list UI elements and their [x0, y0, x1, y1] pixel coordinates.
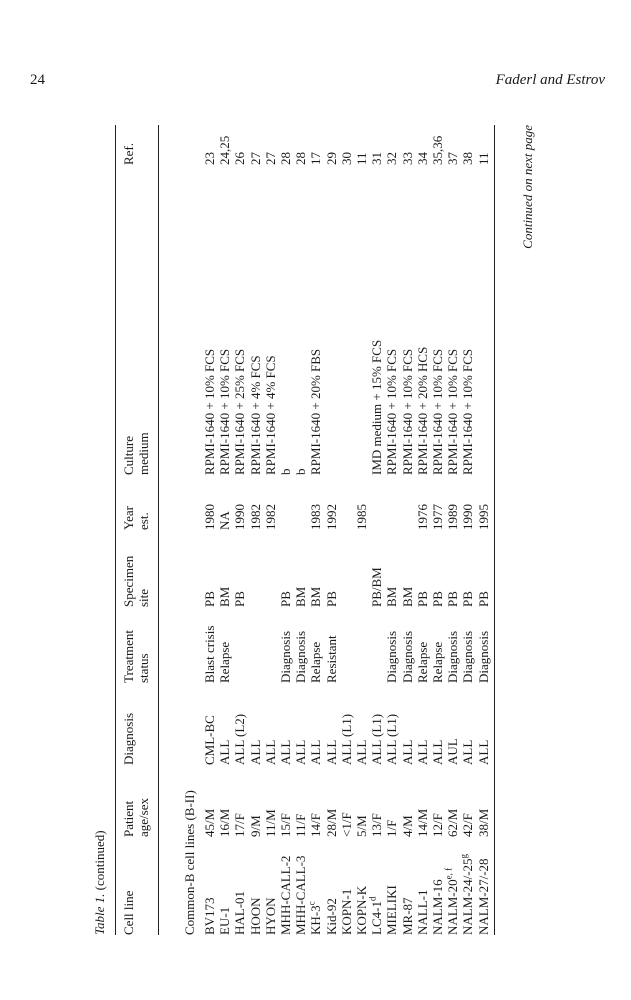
- cell-text: RPMI-1640 + 25% FCS: [232, 348, 248, 475]
- cell-diagnosis: [384, 714, 400, 765]
- cell-text: 1977: [430, 504, 445, 530]
- header-culture: [121, 432, 151, 475]
- cell-text: BM: [384, 586, 400, 607]
- cell-ref: [278, 152, 294, 165]
- cell-specimen: [460, 591, 476, 607]
- cell-text: RPMI-1640 + 10% FCS: [217, 348, 233, 475]
- cell-ref: [232, 152, 248, 165]
- cell-text: 1992: [323, 504, 339, 530]
- cell-text: 24,25: [217, 135, 233, 165]
- cell-medium: [278, 469, 294, 476]
- cell-age-sex: [369, 813, 385, 837]
- cell-cell: [445, 868, 461, 935]
- cell-text: PB: [475, 591, 491, 607]
- cell-text: MIELIKI: [384, 885, 400, 935]
- cell-cell: [232, 891, 248, 935]
- cell-text: PB: [430, 591, 445, 607]
- cell-cell: [217, 907, 233, 935]
- cell-text: 11/F: [293, 813, 309, 837]
- cell-treatment: [445, 631, 461, 683]
- cell-text: 45/M: [202, 808, 217, 837]
- cell-cell: [263, 897, 279, 935]
- cell-text: Relapse: [308, 641, 324, 683]
- cell-diagnosis: [232, 714, 248, 765]
- cell-text: 29: [323, 152, 339, 165]
- cell-text: ALL: [475, 739, 491, 765]
- cell-text: ALL: [414, 739, 430, 765]
- cell-diagnosis: [430, 740, 446, 765]
- cell-text: ALL: [460, 739, 476, 765]
- cell-text: Diagnosis: [293, 631, 309, 683]
- footnote-marker: c: [307, 901, 318, 906]
- cell-text: NALM-16: [430, 879, 445, 935]
- cell-age-sex: [232, 813, 248, 837]
- cell-text: 1980: [202, 504, 217, 530]
- cell-year: [263, 504, 279, 530]
- cell-text: RPMI-1640 + 4% FCS: [247, 355, 263, 475]
- cell-text: 17: [308, 152, 324, 165]
- cell-medium: [384, 349, 400, 475]
- cell-text: ALL: [430, 739, 445, 765]
- cell-text: 28: [293, 152, 309, 165]
- cell-ref: [263, 152, 279, 165]
- cell-text: RPMI-1640 + 10% FCS: [430, 348, 445, 475]
- cell-text: RPMI-1640 + 10% FCS: [202, 348, 217, 475]
- cell-age-sex: [263, 809, 279, 837]
- cell-age-sex: [278, 813, 294, 837]
- cell-text: PB: [445, 591, 461, 607]
- cell-year: [324, 504, 340, 530]
- cell-diagnosis: [339, 714, 355, 765]
- cell-treatment: [400, 631, 416, 683]
- cell-medium: [445, 349, 461, 475]
- cell-text: 42/F: [460, 813, 476, 837]
- cell-cell: [400, 897, 416, 935]
- cell-cell: [354, 886, 370, 935]
- cell-diagnosis: [217, 740, 233, 765]
- cell-medium: [415, 347, 431, 475]
- cell-specimen: [430, 591, 446, 607]
- cell-text: NALL-1: [414, 889, 430, 935]
- cell-cell: [430, 879, 446, 935]
- running-head: Faderl and Estrov: [495, 72, 605, 88]
- cell-text: ALL: [217, 739, 233, 765]
- cell-specimen: [369, 567, 385, 607]
- cell-age-sex: [248, 815, 264, 837]
- cell-text: BM: [293, 586, 309, 607]
- cell-text: NALM-27/-28: [475, 858, 491, 935]
- cell-ref: [369, 152, 385, 165]
- bottom-rule: [494, 125, 495, 935]
- cell-treatment: [278, 631, 294, 683]
- cell-text: 1995: [475, 504, 491, 530]
- cell-text: 62/M: [445, 808, 461, 837]
- cell-treatment: [430, 642, 446, 683]
- rotated-table: [80, 100, 540, 955]
- cell-text: IMD medium + 15% FCS: [369, 339, 385, 475]
- cell-text: 16/M: [217, 808, 233, 837]
- cell-text: Relapse: [430, 641, 445, 683]
- cell-text: 1990: [232, 504, 248, 530]
- cell-year: [232, 504, 248, 530]
- cell-text: KOPN-1: [338, 888, 354, 935]
- cell-text: 34: [414, 152, 430, 165]
- cell-text: RPMI-1640 + 10% FCS: [384, 348, 400, 475]
- cell-ref: [339, 152, 355, 165]
- cell-text: Diagnosis: [475, 631, 491, 683]
- cell-diagnosis: [324, 740, 340, 765]
- cell-medium: [430, 349, 446, 475]
- cell-text: 11: [475, 152, 491, 165]
- cell-text: RPMI-1640 + 10% FCS: [460, 348, 476, 475]
- cell-text: 12/F: [430, 813, 445, 837]
- cell-text: PB/BM: [369, 567, 385, 607]
- cell-diagnosis: [278, 740, 294, 765]
- cell-specimen: [415, 591, 431, 607]
- cell-text: 1990: [460, 504, 476, 530]
- cell-text: Blast crisis: [202, 625, 217, 683]
- cell-text: HYON: [262, 897, 278, 935]
- cell-text: PB: [278, 591, 293, 607]
- cell-ref: [308, 152, 324, 165]
- cell-text: CML-BC: [202, 715, 217, 765]
- cell-text: BM: [308, 586, 324, 607]
- header-treatment-l2: status: [136, 653, 151, 683]
- cell-specimen: [202, 591, 218, 607]
- continued-note: Continued on next page: [520, 125, 535, 249]
- header-patient-l2: age/sex: [136, 798, 151, 837]
- cell-text: 5/M: [354, 815, 369, 837]
- table-caption-note: (continued): [92, 830, 107, 891]
- cell-text: Diagnosis: [460, 631, 476, 683]
- cell-cell: [308, 901, 324, 935]
- table-caption: [92, 830, 108, 935]
- cell-text: 28: [278, 152, 293, 165]
- cell-cell: [293, 856, 309, 935]
- cell-text: Relapse: [217, 641, 233, 683]
- cell-text: ALL: [323, 739, 339, 765]
- cell-treatment: [324, 635, 340, 683]
- cell-text: 33: [399, 152, 415, 165]
- cell-text: PB: [323, 591, 339, 607]
- cell-text: 38: [460, 152, 476, 165]
- section-label: Common-B cell lines (B-II): [182, 790, 197, 935]
- cell-text: ALL: [278, 739, 293, 765]
- header-culture-l2: medium: [136, 432, 151, 475]
- cell-ref: [384, 152, 400, 165]
- cell-specimen: [308, 587, 324, 607]
- cell-year: [308, 504, 324, 530]
- cell-text: 27: [262, 152, 278, 165]
- cell-text: ALL (L1): [338, 713, 354, 765]
- cell-text: 31: [369, 152, 385, 165]
- cell-ref: [202, 152, 218, 165]
- cell-year: [248, 504, 264, 530]
- cell-cell: [278, 856, 294, 935]
- cell-text: 14/F: [308, 813, 324, 837]
- cell-text: HOON: [247, 897, 263, 935]
- cell-medium: [202, 349, 218, 475]
- header-specimen-l1: Specimen: [121, 555, 136, 607]
- cell-text: 23: [202, 152, 217, 165]
- cell-medium: [248, 355, 264, 475]
- cell-specimen: [400, 587, 416, 607]
- cell-treatment: [460, 631, 476, 683]
- cell-age-sex: [400, 815, 416, 837]
- cell-specimen: [217, 587, 233, 607]
- cell-text: 26: [232, 152, 248, 165]
- cell-text: Diagnosis: [399, 631, 415, 683]
- cell-year: [217, 511, 233, 530]
- cell-text: b: [293, 468, 309, 475]
- cell-age-sex: [384, 820, 400, 837]
- cell-text: 17/F: [232, 813, 248, 837]
- cell-text: 37: [445, 152, 461, 165]
- cell-text: KH-3: [308, 905, 324, 935]
- cell-text: ALL: [262, 739, 278, 765]
- cell-specimen: [232, 591, 248, 607]
- cell-age-sex: [415, 809, 431, 837]
- cell-diagnosis: [476, 740, 492, 765]
- cell-text: RPMI-1640 + 4% FCS: [262, 355, 278, 475]
- cell-age-sex: [430, 813, 446, 837]
- cell-diagnosis: [248, 740, 264, 765]
- cell-ref: [445, 152, 461, 165]
- cell-diagnosis: [202, 715, 218, 765]
- table-caption-label: Table 1.: [92, 893, 107, 935]
- top-rule: [115, 125, 116, 935]
- cell-text: AUL: [445, 738, 461, 765]
- cell-year: [445, 504, 461, 530]
- cell-text: 27: [247, 152, 263, 165]
- cell-text: EU-1: [217, 906, 233, 935]
- footnote-marker: d: [367, 896, 378, 902]
- cell-text: RPMI-1640 + 20% FBS: [308, 348, 324, 475]
- header-year: [121, 506, 151, 530]
- cell-text: MR-87: [399, 897, 415, 935]
- cell-cell: [384, 885, 400, 935]
- cell-ref: [415, 152, 431, 165]
- cell-treatment: [293, 631, 309, 683]
- cell-age-sex: [354, 815, 370, 837]
- cell-text: ALL (L1): [369, 713, 385, 765]
- header-patient: [121, 798, 151, 837]
- cell-text: LC4-1: [369, 901, 385, 935]
- header-treatment-l1: Treatment: [121, 630, 136, 683]
- cell-age-sex: [293, 814, 309, 837]
- cell-text: RPMI-1640 + 20% HCS: [414, 346, 430, 475]
- cell-treatment: [217, 642, 233, 683]
- cell-text: 4/M: [399, 815, 415, 837]
- cell-text: ALL: [247, 739, 263, 765]
- cell-cell: [369, 897, 385, 935]
- cell-text: Diagnosis: [445, 631, 461, 683]
- header-specimen: [121, 556, 151, 607]
- cell-medium: [400, 349, 416, 475]
- cell-cell: [339, 889, 355, 935]
- cell-text: 13/F: [369, 813, 385, 837]
- cell-text: BV173: [202, 897, 217, 935]
- cell-text: Resistant: [323, 635, 339, 683]
- cell-diagnosis: [400, 740, 416, 765]
- cell-text: 1982: [247, 504, 263, 530]
- cell-text: HAL-01: [232, 890, 248, 935]
- header-year-l1: Year: [121, 506, 136, 530]
- cell-age-sex: [202, 809, 218, 837]
- cell-year: [354, 504, 370, 530]
- footnote-marker: e, f: [443, 867, 454, 880]
- cell-text: Diagnosis: [278, 631, 293, 683]
- cell-text: KOPN-K: [354, 885, 369, 935]
- cell-medium: [460, 349, 476, 475]
- header-patient-l1: Patient: [121, 800, 136, 837]
- cell-text: RPMI-1640 + 10% FCS: [399, 348, 415, 475]
- header-treatment: [121, 630, 151, 683]
- cell-ref: [293, 152, 309, 165]
- cell-ref: [324, 152, 340, 165]
- cell-text: Diagnosis: [384, 631, 400, 683]
- cell-year: [460, 504, 476, 530]
- cell-ref: [430, 136, 446, 165]
- cell-text: 15/F: [278, 813, 293, 837]
- cell-text: ALL: [308, 739, 324, 765]
- cell-specimen: [476, 591, 492, 607]
- cell-age-sex: [445, 809, 461, 837]
- cell-cell: [476, 858, 492, 935]
- cell-text: 35,36: [430, 135, 445, 165]
- cell-cell: [460, 854, 476, 935]
- header-diagnosis: Diagnosis: [121, 713, 136, 765]
- header-year-l2: est.: [136, 512, 151, 530]
- cell-text: ALL: [293, 739, 309, 765]
- cell-text: 32: [384, 152, 400, 165]
- cell-medium: [293, 469, 309, 476]
- cell-treatment: [202, 626, 218, 683]
- cell-diagnosis: [354, 740, 370, 765]
- cell-text: RPMI-1640 + 10% FCS: [445, 348, 461, 475]
- cell-medium: [217, 349, 233, 475]
- cell-age-sex: [324, 809, 340, 837]
- cell-age-sex: [460, 813, 476, 837]
- header-ref: Ref.: [121, 142, 136, 165]
- cell-text: 38/M: [475, 808, 491, 837]
- cell-treatment: [384, 631, 400, 683]
- cell-diagnosis: [369, 714, 385, 765]
- cell-year: [430, 504, 446, 530]
- header-cell-line: Cell line: [121, 890, 136, 935]
- cell-medium: [263, 355, 279, 475]
- cell-text: ALL: [354, 739, 369, 765]
- cell-medium: [308, 349, 324, 475]
- cell-age-sex: [217, 809, 233, 837]
- cell-treatment: [415, 642, 431, 683]
- cell-text: PB: [414, 591, 430, 607]
- cell-text: PB: [232, 591, 248, 607]
- cell-text: 11: [354, 152, 369, 165]
- cell-text: 14/M: [414, 808, 430, 837]
- cell-diagnosis: [445, 738, 461, 765]
- cell-cell: [202, 897, 218, 935]
- cell-text: Kid-92: [323, 898, 339, 935]
- cell-specimen: [278, 591, 294, 607]
- cell-text: NALM-24/-25: [460, 858, 476, 935]
- cell-ref: [354, 152, 370, 165]
- cell-text: 1982: [262, 504, 278, 530]
- cell-treatment: [308, 642, 324, 683]
- cell-text: PB: [460, 591, 476, 607]
- header-specimen-l2: site: [136, 588, 151, 607]
- cell-text: b: [278, 468, 293, 475]
- cell-ref: [460, 152, 476, 165]
- cell-year: [415, 504, 431, 530]
- cell-cell: [415, 890, 431, 936]
- cell-diagnosis: [415, 740, 431, 765]
- cell-text: ALL (L2): [232, 713, 248, 765]
- cell-text: 11/M: [262, 809, 278, 837]
- cell-text: NA: [217, 511, 233, 530]
- cell-cell: [248, 897, 264, 935]
- cell-diagnosis: [293, 740, 309, 765]
- header-rule: [158, 125, 159, 935]
- cell-ref: [217, 136, 233, 165]
- cell-age-sex: [339, 812, 355, 837]
- cell-text: ALL (L1): [384, 713, 400, 765]
- header-culture-l1: Culture: [121, 436, 136, 475]
- cell-text: 30: [338, 152, 354, 165]
- cell-ref: [400, 152, 416, 165]
- cell-ref: [476, 152, 492, 165]
- cell-text: 1983: [308, 504, 324, 530]
- cell-cell: [324, 898, 340, 935]
- cell-medium: [232, 349, 248, 475]
- cell-diagnosis: [308, 740, 324, 765]
- footnote-marker: g: [459, 853, 470, 859]
- cell-age-sex: [476, 809, 492, 837]
- cell-text: <1/F: [338, 812, 354, 837]
- cell-specimen: [445, 591, 461, 607]
- cell-medium: [369, 340, 385, 475]
- cell-text: Relapse: [414, 641, 430, 683]
- cell-text: MHH-CALL-2: [278, 855, 293, 935]
- cell-text: ALL: [399, 739, 415, 765]
- cell-text: 9/M: [247, 815, 263, 837]
- cell-text: NALM-20: [445, 879, 461, 935]
- cell-diagnosis: [263, 740, 279, 765]
- cell-text: 1/F: [384, 819, 400, 837]
- cell-text: 1976: [414, 504, 430, 530]
- cell-specimen: [293, 587, 309, 607]
- cell-text: 1985: [354, 504, 369, 530]
- cell-text: 1989: [445, 504, 461, 530]
- cell-text: PB: [202, 591, 217, 607]
- cell-text: 28/M: [323, 808, 339, 837]
- page-number: 24: [30, 72, 45, 88]
- cell-year: [202, 504, 218, 530]
- cell-year: [476, 504, 492, 530]
- cell-ref: [248, 152, 264, 165]
- cell-treatment: [476, 631, 492, 683]
- cell-specimen: [324, 591, 340, 607]
- cell-text: BM: [399, 586, 415, 607]
- cell-diagnosis: [460, 740, 476, 765]
- cell-age-sex: [308, 813, 324, 837]
- cell-specimen: [384, 587, 400, 607]
- cell-text: BM: [217, 586, 233, 607]
- cell-text: MHH-CALL-3: [293, 855, 309, 935]
